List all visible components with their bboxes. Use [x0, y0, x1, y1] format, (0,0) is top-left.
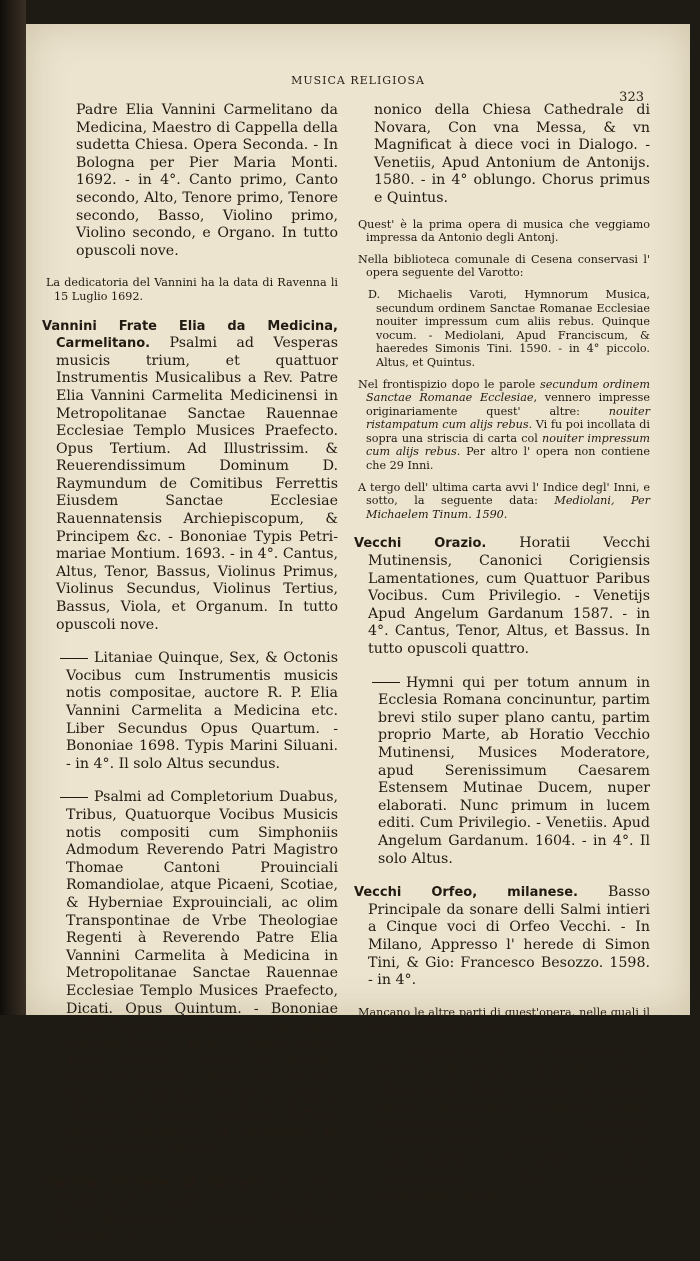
entry-litaniae [42, 650, 338, 773]
entry-text: Psalmi ad Vesperas musicis trium, et quattuor Instrumentis Musicalibus a Rev. Patre Elia Vannini Carmelita Medicinensi in Metropolitanae Sanctae Rauennae Ecclesiae Templo Musices Praefecto. Opus Tertium. Ad Illustrissim. & Reuerendissimum Dominum D. Raymundum de Comitibus Ferrettis Eiusdem Sanctae Ecclesiae Rauennatensis Archiepiscopum, & Principem &c. - Bononiae Typis Petri-mariae Montium. 1693. - in 4°. Cantus, Altus, Tenor, Bassus, Violinus Primus, Violinus Secundus, Violinus Tertius, Bassus, Viola, et Organum. In tutto opuscoli nove. [56, 335, 338, 633]
entry-text: Orphei Vecchii Mediolanensis in Ecclesia D. Mariae Scal. Reg. Duc. Musicae, & Chori Magistri, in septem Regij prophetae Psalmos vulgo poenitentiales sacrarum modulationum, quae Motecta nuncupantur, et senis vocibus concinuntur, Liber Quartus. Mediolani, Apud [378, 1046, 650, 1204]
entry-orphei [354, 1047, 650, 1205]
right-column [354, 102, 650, 1221]
page-number: 323 [619, 90, 644, 105]
em-dash [372, 682, 400, 683]
entry-continuation: nonico della Chiesa Cathedrale di Novara, Con vna Messa, & vn Magnificat à diece voci in Dialogo. - Venetiis, Apud Antonium de Antonijs. 1580. - in 4° oblungo. Chorus primus e Quintus. [374, 102, 650, 206]
running-head: MUSICA RELIGIOSA [291, 74, 425, 87]
left-column [42, 102, 338, 1261]
entry-varotto [42, 1175, 338, 1245]
entry-text: Li otto Magnificat a cinque voci, a dui Chori del Reverendo Messer Michele Varotto, Ca- [56, 1174, 338, 1244]
book-page [26, 24, 690, 1244]
footnote-frontispiece [354, 378, 650, 473]
note-text: Vi fu poi incollata di sopra una striscia di carta col [366, 418, 651, 445]
entry-vecchi-orfeo [354, 884, 650, 990]
note-text: A tergo dell' ultima carta avvi l' Indice degl' Inni, e sotto, la seguente data: [358, 480, 650, 508]
footnote: La dedicatoria del Vannini ha la data di Ravenna li 15 Luglio 1692. [46, 276, 338, 303]
footnote: Nella biblioteca comunale di Cesena conservasi l' opera seguente del Varotto: [358, 252, 650, 280]
entry-text: Hymni qui per totum annum in Ecclesia Romana concinuntur, partim brevi stilo super plano cantu, partim proprio Marte, ab Horatio Vecchio Mutinensi, Musices Moderatore, apud Serenissimum Caesarem Estensem Mutinae Ducem, nuper elaborati. Nunc primum in lucem editi. Cum Privilegio. - Venetiis. Apud Angelum Gardanum. 1604. - in 4°. Il solo Altus. [378, 674, 650, 867]
em-dash [60, 797, 88, 798]
note-italic: nouiter ristampatum cum alijs rebus. [366, 404, 650, 432]
note-text: , vennero impresse originariamente quest' altre: [366, 391, 650, 418]
note-italic: secundum ordinem Sanctae Romanae Ecclesiae [366, 377, 650, 405]
entry-text: Basso Principale da sonare delli Salmi intieri a Cinque voci di Orfeo Vecchi. - In Milano, Appresso l' herede di Simon Tini, & Gio: Francesco Besozzo. 1598. - in 4°. [368, 884, 650, 989]
note-text: Per altro l' opera non contiene che 29 Inni. [366, 445, 650, 473]
entry-hymni [354, 675, 650, 869]
entry-vecchi-orazio [354, 535, 650, 658]
note-italic: nouiter impressum cum alijs rebus. [366, 431, 650, 459]
note-text: Nel frontispizio dopo le parole [358, 377, 540, 391]
author-name: Vannini Frate Elia da Medicina, Carmelitano. [42, 318, 338, 352]
entry-text: Horatii Vecchi Mutinensis, Canonici Corigiensis Lamentationes, cum Quattuor Paribus Vocibus. Cum Privilegio. - Venetijs Apud Angelum Gardanum 1587. - in 4°. Cantus, Tenor, Altus, et Bassus. In tutto opuscoli quattro. [368, 535, 650, 657]
footnote: Quest' è la prima opera di musica che veggiamo impressa da Antonio degli Antonj. [358, 217, 650, 245]
em-dash [60, 658, 88, 659]
author-name: Vecchi Orazio. [354, 536, 487, 552]
entry-text: Psalmi ad Completorium Duabus, Tribus, Quatuorque Vocibus Musicis notis compositi cum Simphoniis Admodum Reverendo Patri Magistro Thomae Cantoni Prouinciali Romandiolae, atque Picaeni, Scotiae, & Hyberniae Exprouinciali, ac olim Transpontinae de Vrbe Theologiae Regenti à Reverendo Patre Elia Vannini Carmelita à Medicina in Metropolitanae Sanctae Rauennae Ecclesiae Templo Musices Praefecto, Dicati. Opus Quintum. - Bononiae 1699. Typis Marini Siluani, sub signo Minoris Fides. - in 4°. Cantus, Altus, Tenor, Bassus, Cantus ad libitum, Altus ad libitum, Tenor ad libitum, Bassus ad libitum, Violinus primus, Violinus secundus, Violinus Tertius, Bassus continuus, et Organum. In tutto opuscoli tredici. [66, 789, 338, 1158]
entry-vannini [42, 318, 338, 635]
entry-text: Litaniae Quinque, Sex, & Octonis Vocibus cum Instrumentis musicis notis compositae, auctore R. P. Elia Vannini Carmelita a Medicina etc. Liber Secundus Opus Quartum. - Bononiae 1698. Typis Marini Siluani. - in 4°. Il solo Altus secundus. [66, 650, 338, 772]
em-dash [372, 1054, 400, 1055]
binding-shadow [0, 0, 26, 1015]
footnote-sub: D. Michaelis Varoti, Hymnorum Musica, secundum ordinem Sanctae Romanae Ecclesiae nouiter impressum cum aliis rebus. Quinque vocum. - Mediolani, Apud Franciscum, & haeredes Simonis Tini. 1590. - in 4° piccolo. Altus, et Quintus. [368, 287, 650, 369]
author-name: Varotto Michele di Novara. [42, 1175, 268, 1191]
author-name: Vecchi Orfeo, milanese. [354, 885, 578, 901]
entry-continuation: Padre Elia Vannini Carmelitano da Medicina, Maestro di Cappella della sudetta Chiesa. Opera Seconda. - In Bologna per Pier Maria Monti. 1692. - in 4°. Canto primo, Canto secondo, Alto, Tenore primo, Tenore secondo, Basso, Violino primo, Violino secondo, e Organo. In tutto opuscoli nove. [76, 102, 338, 259]
footnote-mancano: Mancano le altre parti di quest'opera, nelle quali il titolo dev'essere diverso. [358, 1005, 650, 1033]
note-italic: Mediolani, Per Michaelem Tinum. 1590. [366, 494, 650, 521]
entry-psalmi-completorium [42, 789, 338, 1158]
footnote-tergo [354, 481, 650, 522]
